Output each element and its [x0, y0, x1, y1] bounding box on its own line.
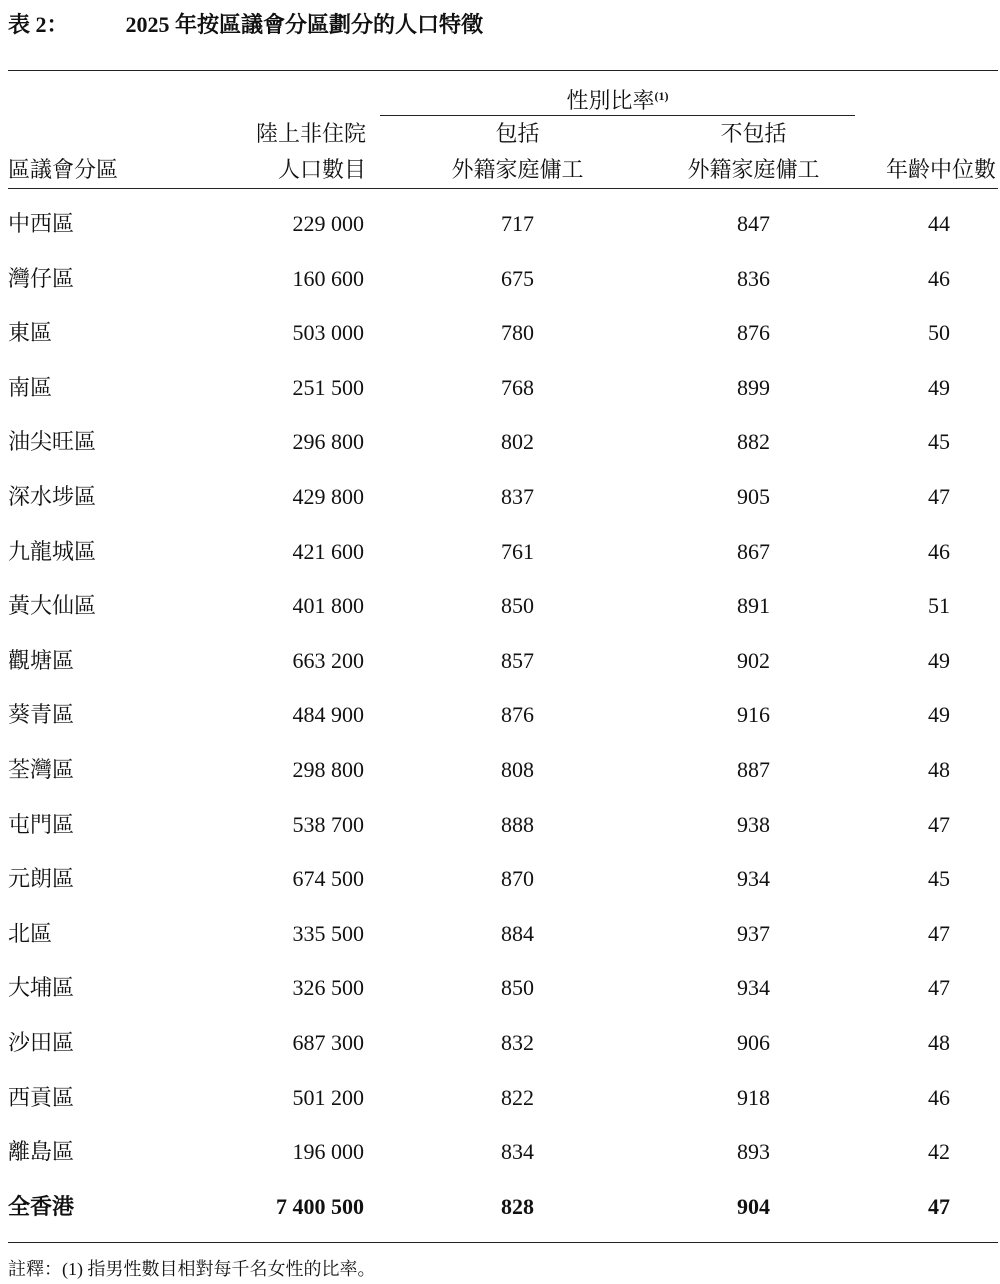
population-value: 674 500: [292, 866, 364, 892]
header-incl-line1: 包括: [495, 121, 540, 146]
table-row: [8, 743, 998, 798]
ratio-excl-value: 916: [737, 702, 770, 728]
district-name: 西貢區: [8, 1084, 75, 1110]
population-value: 663 200: [292, 647, 364, 673]
total-district-name: 全香港: [8, 1193, 75, 1219]
top-rule: [8, 70, 998, 71]
population-value: 687 300: [292, 1029, 364, 1055]
population-value: 160 600: [292, 265, 364, 291]
table-row: [8, 415, 998, 470]
district-name: 沙田區: [8, 1029, 75, 1055]
ratio-excl-value: 893: [737, 1139, 770, 1165]
ratio-incl-value: 870: [501, 866, 534, 892]
ratio-incl-value: 857: [501, 647, 534, 673]
median-age-value: 46: [928, 538, 950, 564]
table-number: 表 2：: [8, 12, 69, 37]
total-ratio-incl-value: 828: [501, 1193, 534, 1219]
ratio-excl-value: 902: [737, 647, 770, 673]
ratio-excl-value: 905: [737, 483, 770, 509]
table-row: [8, 252, 998, 307]
median-age-value: 49: [928, 702, 950, 728]
ratio-incl-value: 834: [501, 1139, 534, 1165]
header-district: 區議會分區: [8, 157, 119, 182]
table-row: [8, 525, 998, 580]
ratio-incl-value: 876: [501, 702, 534, 728]
district-name: 觀塘區: [8, 647, 75, 673]
ratio-excl-value: 899: [737, 374, 770, 400]
ratio-excl-value: 836: [737, 265, 770, 291]
district-name: 中西區: [8, 211, 75, 236]
table-row: [8, 579, 998, 634]
table-row: [8, 688, 998, 743]
ratio-excl-value: 934: [737, 975, 770, 1001]
district-name: 深水埗區: [8, 483, 97, 509]
district-name: 元朗區: [8, 866, 75, 892]
ratio-incl-value: 802: [501, 429, 534, 455]
population-value: 429 800: [292, 483, 364, 509]
population-value: 298 800: [292, 756, 364, 782]
median-age-value: 44: [928, 211, 950, 236]
median-age-value: 45: [928, 429, 950, 455]
table-row: [8, 1071, 998, 1126]
header-median-age: 年齡中位數: [885, 157, 996, 182]
ratio-incl-value: 884: [501, 920, 534, 946]
ratio-excl-value: 918: [737, 1084, 770, 1110]
median-age-value: 47: [928, 483, 950, 509]
population-value: 229 000: [292, 211, 364, 236]
table-title: [8, 8, 483, 39]
header-rule: [8, 188, 998, 189]
table-title-text: 2025 年按區議會分區劃分的人口特徵: [125, 12, 484, 37]
median-age-value: 50: [928, 320, 950, 346]
table-row: [8, 1016, 998, 1071]
median-age-value: 49: [928, 647, 950, 673]
table-row: [8, 907, 998, 962]
median-age-value: 51: [928, 593, 950, 619]
district-name: 屯門區: [8, 811, 75, 837]
median-age-value: 46: [928, 265, 950, 291]
table-row: [8, 1125, 998, 1180]
total-row: [8, 1180, 998, 1235]
header-population-line1: 陸上非住院: [255, 121, 366, 146]
table-row: [8, 470, 998, 525]
population-value: 335 500: [292, 920, 364, 946]
total-population-value: 7 400 500: [276, 1193, 364, 1219]
ratio-incl-value: 761: [501, 538, 534, 564]
sex-ratio-footnote-marker: (1): [654, 89, 669, 103]
ratio-incl-value: 888: [501, 811, 534, 837]
ratio-excl-value: 847: [737, 211, 770, 236]
district-name: 灣仔區: [8, 265, 75, 291]
table-row: [8, 361, 998, 416]
district-name: 離島區: [8, 1139, 75, 1165]
district-name: 東區: [8, 320, 53, 346]
population-value: 401 800: [292, 593, 364, 619]
population-value: 484 900: [292, 702, 364, 728]
population-value: 326 500: [292, 975, 364, 1001]
district-name: 黃大仙區: [8, 593, 97, 619]
ratio-incl-value: 675: [501, 265, 534, 291]
table-row: [8, 197, 998, 252]
bottom-rule: [8, 1242, 998, 1243]
sex-ratio-group-header: [380, 80, 855, 117]
median-age-value: 48: [928, 756, 950, 782]
ratio-excl-value: 937: [737, 920, 770, 946]
table-row: [8, 852, 998, 907]
ratio-incl-value: 808: [501, 756, 534, 782]
total-ratio-excl-value: 904: [737, 1193, 770, 1219]
ratio-excl-value: 938: [737, 811, 770, 837]
population-value: 421 600: [292, 538, 364, 564]
header-incl-line2: 外籍家庭傭工: [451, 157, 584, 182]
ratio-incl-value: 850: [501, 975, 534, 1001]
median-age-value: 47: [928, 920, 950, 946]
table-row: [8, 961, 998, 1016]
table-row: [8, 634, 998, 689]
population-value: 538 700: [292, 811, 364, 837]
median-age-value: 48: [928, 1029, 950, 1055]
ratio-incl-value: 822: [501, 1084, 534, 1110]
ratio-excl-value: 887: [737, 756, 770, 782]
ratio-excl-value: 867: [737, 538, 770, 564]
median-age-value: 49: [928, 374, 950, 400]
table-row: [8, 306, 998, 361]
ratio-incl-value: 850: [501, 593, 534, 619]
footnote: 註釋：(1) 指男性數目相對每千名女性的比率。: [8, 1259, 376, 1279]
district-name: 油尖旺區: [8, 429, 97, 455]
district-name: 大埔區: [8, 975, 75, 1001]
sex-ratio-label: 性別比率: [566, 88, 655, 113]
table-row: [8, 798, 998, 853]
ratio-incl-value: 768: [501, 374, 534, 400]
district-name: 北區: [8, 920, 53, 946]
ratio-incl-value: 837: [501, 483, 534, 509]
median-age-value: 47: [928, 811, 950, 837]
ratio-excl-value: 934: [737, 866, 770, 892]
district-name: 南區: [8, 374, 53, 400]
table-body: [8, 197, 998, 1234]
population-value: 296 800: [292, 429, 364, 455]
population-value: 251 500: [292, 374, 364, 400]
ratio-incl-value: 717: [501, 211, 534, 236]
ratio-incl-value: 832: [501, 1029, 534, 1055]
district-name: 荃灣區: [8, 756, 75, 782]
median-age-value: 45: [928, 866, 950, 892]
ratio-excl-value: 876: [737, 320, 770, 346]
header-excl-line2: 外籍家庭傭工: [687, 157, 820, 182]
median-age-value: 42: [928, 1139, 950, 1165]
population-value: 503 000: [292, 320, 364, 346]
ratio-excl-value: 906: [737, 1029, 770, 1055]
population-value: 501 200: [292, 1084, 364, 1110]
total-median-age-value: 47: [928, 1193, 950, 1219]
ratio-incl-value: 780: [501, 320, 534, 346]
ratio-excl-value: 891: [737, 593, 770, 619]
median-age-value: 47: [928, 975, 950, 1001]
median-age-value: 46: [928, 1084, 950, 1110]
population-value: 196 000: [292, 1139, 364, 1165]
district-name: 九龍城區: [8, 538, 97, 564]
ratio-excl-value: 882: [737, 429, 770, 455]
header-excl-line1: 不包括: [720, 121, 787, 146]
district-name: 葵青區: [8, 702, 75, 728]
header-population-line2: 人口數目: [277, 157, 366, 182]
